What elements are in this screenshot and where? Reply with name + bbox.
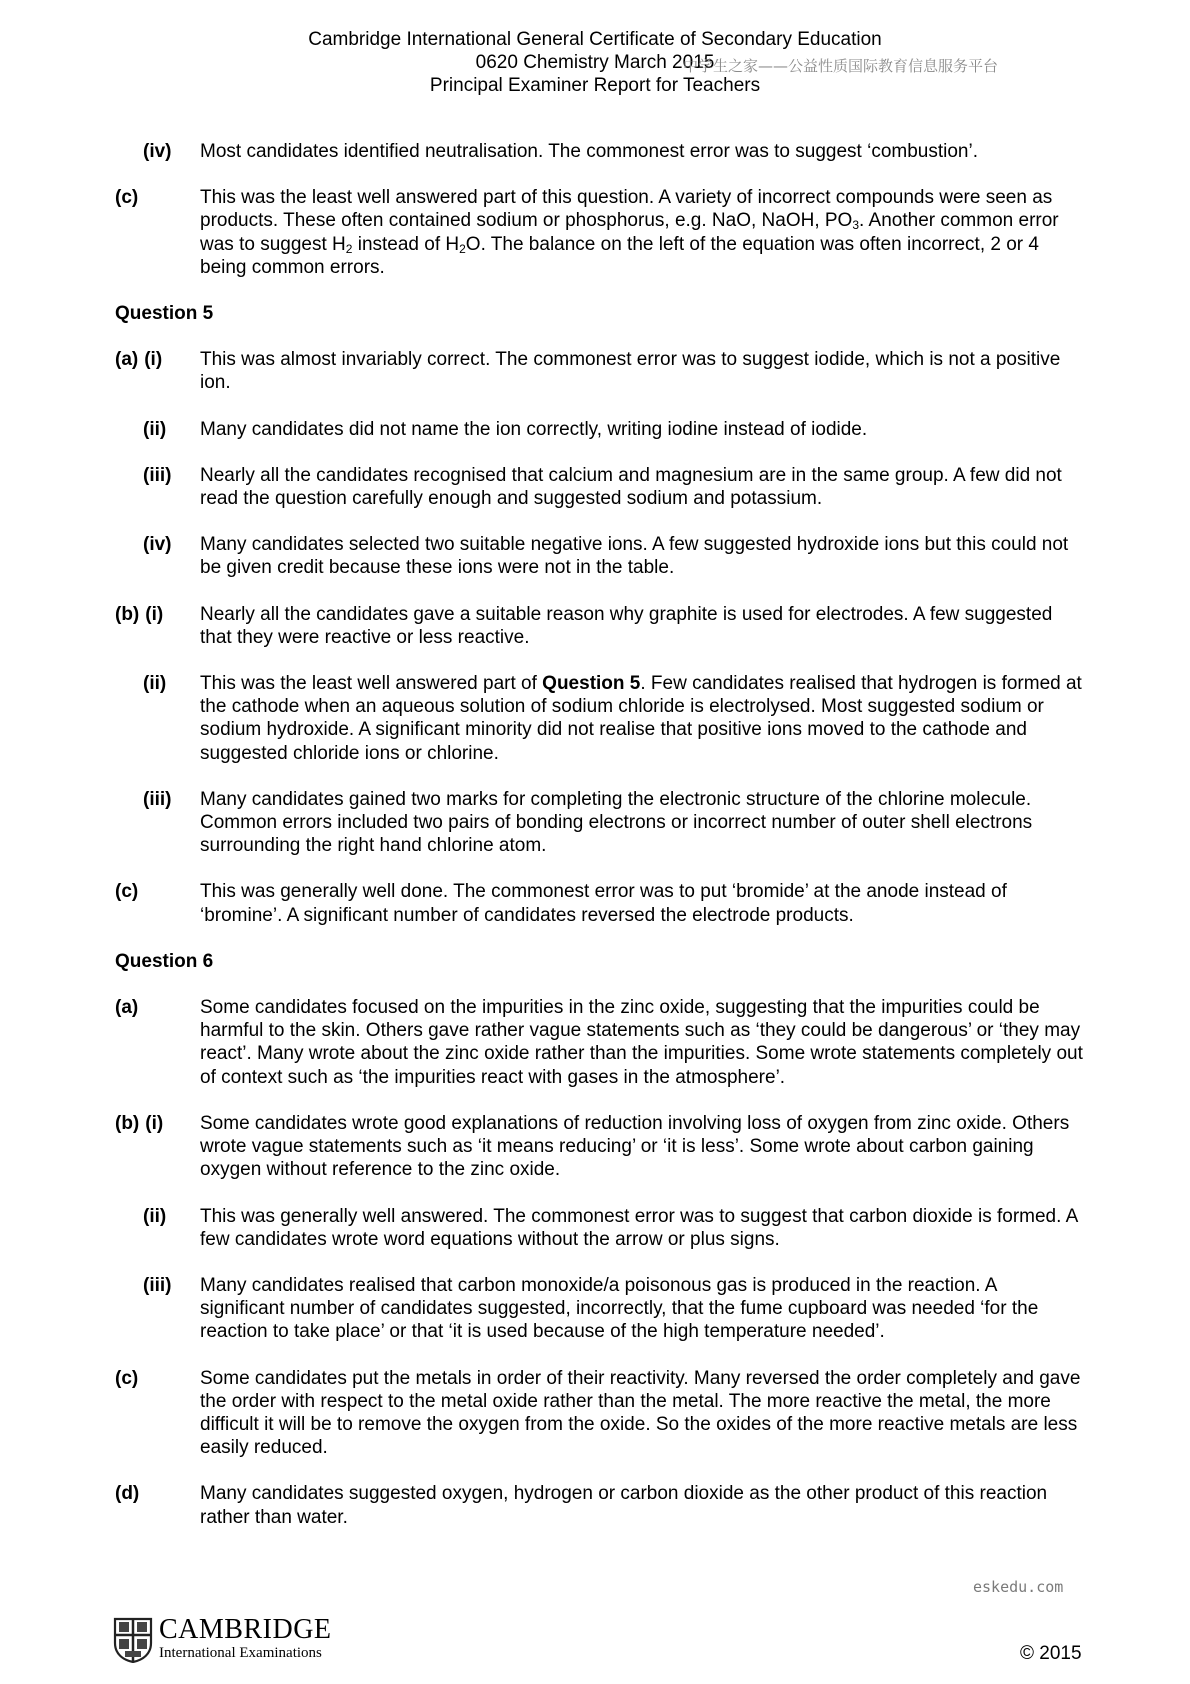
item-text: This was almost invariably correct. The commonest error was to suggest iodide, which is not a positive ion. — [200, 349, 1061, 394]
header-line-3: Principal Examiner Report for Teachers — [429, 75, 761, 96]
watermark-top: 中学生之家——公益性质国际教育信息服务平台 — [683, 57, 999, 75]
item-label: (b) (i) — [115, 1112, 164, 1134]
item-label: (ii) — [143, 418, 167, 440]
item-label: (iii) — [143, 788, 172, 810]
q5-b-iii — [115, 788, 1085, 858]
item-label: (c) — [115, 187, 139, 209]
q4-c — [115, 186, 1085, 279]
item-label: (b) (i) — [115, 603, 164, 625]
item-text: This was the least well answered part of this question. A variety of incorrect compounds were seen as products. These often contained sodium or phosphorus, e.g. NaO, NaOH, $PO_3$. Another common error was to suggest $H_2$ instead of $H_2O$. The balance on the left of the equation was often incorrect, 2 or 4 being common errors. — [200, 187, 1059, 278]
item-label: (d) — [115, 1483, 140, 1505]
question-6-heading: Question 6 — [115, 950, 214, 972]
copyright: © 2015 — [1020, 1643, 1082, 1664]
item-text: Many candidates realised that carbon monoxide/a poisonous gas is produced in the reaction. A significant number of candidates suggested, incorrectly, that the fume cupboard was needed ‘for the reaction to take place’ or that ‘it is used because of the high temperature needed’. — [200, 1274, 1039, 1343]
item-text: Some candidates put the metals in order of their reactivity. Many reversed the order completely and gave the order with respect to the metal oxide rather than the metal. The more reactive the metal, the more difficult it will be to remove the oxygen from the oxide. So the oxides of the more reactive metals are less easily reduced. — [200, 1367, 1081, 1459]
item-label: (iii) — [143, 1274, 172, 1296]
q6-b-iii — [115, 1274, 1085, 1344]
item-label: (c) — [115, 881, 139, 903]
report-header — [0, 28, 1190, 97]
item-text: This was the least well answered part of Question 5. Few candidates realised that hydrogen is formed at the cathode when an aqueous solution of sodium chloride is electrolysed. Most suggested sodium or sodium hydroxide. A significant minority did not realise that positive ions moved to the cathode and suggested chloride ions or chlorine. — [200, 673, 1082, 764]
item-text: Nearly all the candidates gave a suitable reason why graphite is used for electrodes. A few suggested that they were reactive or less reactive. — [200, 603, 1053, 648]
item-label: (iv) — [143, 141, 172, 162]
item-text: This was generally well done. The commonest error was to put ‘bromide’ at the anode instead of ‘bromine’. A significant number of candidates reversed the electrode products. — [200, 881, 1007, 926]
q5-a-iv — [115, 533, 1085, 579]
logo-subtitle: International Examinations — [159, 1645, 322, 1661]
item-text: Many candidates did not name the ion correctly, writing iodine instead of iodide. — [200, 418, 868, 440]
item-text: Many candidates suggested oxygen, hydrogen or carbon dioxide as the other product of this reaction rather than water. — [200, 1483, 1048, 1528]
q5-a-iii — [115, 464, 1085, 510]
item-text: Most candidates identified neutralisation. The commonest error was to suggest ‘combustion’. — [200, 141, 978, 162]
cambridge-logo — [113, 1616, 348, 1664]
q5-c — [115, 880, 1085, 926]
item-label: (iii) — [143, 464, 172, 486]
q5-a-ii — [115, 418, 1085, 441]
item-label: (a) (i) — [115, 349, 163, 371]
question-5-heading: Question 5 — [115, 303, 214, 325]
q6-d — [115, 1482, 1085, 1528]
q6-c — [115, 1367, 1085, 1460]
q4-iv — [115, 140, 1085, 163]
crest-icon — [113, 1617, 153, 1663]
q5-b-ii — [115, 672, 1085, 765]
item-label: (ii) — [143, 673, 167, 695]
item-text: Many candidates selected two suitable negative ions. A few suggested hydroxide ions but this could not be given credit because these ions were not in the table. — [200, 534, 1069, 579]
item-text: This was generally well answered. The commonest error was to suggest that carbon dioxide is formed. A few candidates wrote word equations without the arrow or plus signs. — [200, 1205, 1078, 1250]
logo-brand: CAMBRIDGE — [159, 1614, 332, 1645]
header-line-2: 0620 Chemistry March 2015 — [475, 52, 715, 73]
q6-a — [115, 996, 1085, 1089]
item-text: Some candidates wrote good explanations of reduction involving loss of oxygen from zinc oxide. Others wrote vague statements such as ‘it means reducing’ or ‘it is less’. Some wrote about carbon gaining oxygen without reference to the zinc oxide. — [200, 1112, 1070, 1181]
item-label: (iv) — [143, 534, 172, 556]
item-label: (c) — [115, 1367, 139, 1389]
item-text: Nearly all the candidates recognised that calcium and magnesium are in the same group. A few did not read the question carefully enough and suggested sodium and potassium. — [200, 464, 1062, 510]
q6-b-i — [115, 1112, 1085, 1182]
q5-b-i — [115, 603, 1085, 649]
q6-b-ii — [115, 1205, 1085, 1251]
header-line-1: Cambridge International General Certificate of Secondary Education — [308, 29, 882, 50]
report-body — [115, 140, 1085, 1552]
item-text: Many candidates gained two marks for completing the electronic structure of the chlorine molecule. Common errors included two pairs of bonding electrons or incorrect number of outer shell electrons surrounding the right hand chlorine atom. — [200, 788, 1033, 857]
watermark-bottom: eskedu.com — [973, 1578, 1064, 1596]
q5-a-i — [115, 348, 1085, 394]
item-text: Some candidates focused on the impurities in the zinc oxide, suggesting that the impurities could be harmful to the skin. Others gave rather vague statements such as ‘they could be dangerous’ or ‘they may react’. Many wrote about the zinc oxide rather than the impurities. Some wrote statements completely out of context such as ‘the impurities react with gases in the atmosphere’. — [200, 997, 1083, 1088]
item-label: (a) — [115, 997, 139, 1019]
item-label: (ii) — [143, 1205, 167, 1227]
